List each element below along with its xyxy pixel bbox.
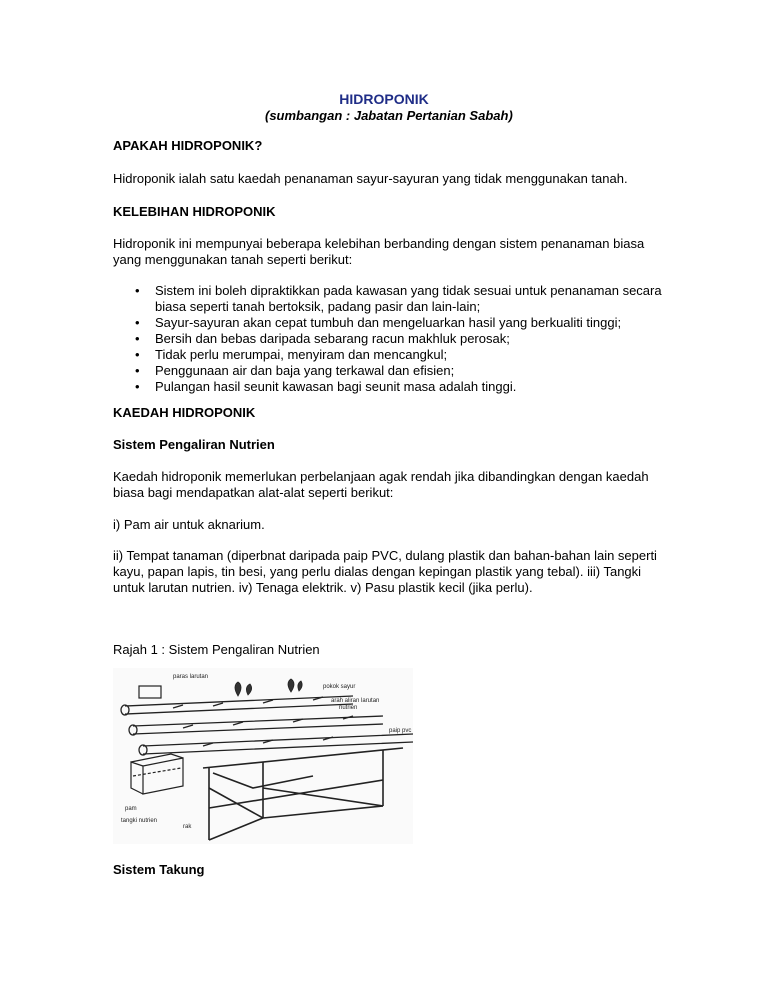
list-item <box>113 283 662 299</box>
list-item-text: Tidak perlu merumpai, menyiram dan mencangkul; <box>155 347 448 362</box>
paragraph-tempat-line3: untuk larutan nutrien. iv) Tenaga elektrik. v) Pasu plastik kecil (jika perlu). <box>113 580 533 595</box>
list-item <box>113 379 662 395</box>
list-item-text: Pulangan hasil seunit kawasan bagi seunit masa adalah tinggi. <box>155 379 517 394</box>
paragraph-tempat-line1: ii) Tempat tanaman (diperbnat daripada paip PVC, dulang plastik dan bahan-bahan lain seperti <box>113 548 657 563</box>
label-tangki: tangki nutrien <box>121 818 158 824</box>
bullet-icon: • <box>135 363 140 378</box>
heading-apakah: APAKAH HIDROPONIK? <box>113 138 263 153</box>
list-item-text: Bersih dan bebas daripada sebarang racun makhluk perosak; <box>155 331 510 346</box>
document-title <box>0 91 768 107</box>
paragraph-apakah: Hidroponik ialah satu kaedah penanaman sayur-sayuran yang tidak menggunakan tanah. <box>113 171 628 186</box>
list-item-continuation <box>113 299 662 315</box>
heading-sistem-pengaliran: Sistem Pengaliran Nutrien <box>113 437 275 452</box>
advantages-list <box>113 283 662 395</box>
document-title-text: HIDROPONIK <box>339 91 429 107</box>
label-rak: rak <box>183 824 192 830</box>
document-subtitle: (sumbangan : Jabatan Pertanian Sabah) <box>265 108 513 123</box>
list-item <box>113 347 662 363</box>
heading-kaedah: KAEDAH HIDROPONIK <box>113 405 256 420</box>
list-item-text: Sistem ini boleh dipraktikkan pada kawasan yang tidak sesuai untuk penanaman secara <box>155 283 662 298</box>
bullet-icon: • <box>135 331 140 346</box>
bullet-icon: • <box>135 315 140 330</box>
label-pam: pam <box>125 806 137 812</box>
paragraph-pam: i) Pam air untuk aknarium. <box>113 517 265 532</box>
list-item <box>113 331 662 347</box>
list-item <box>113 315 662 331</box>
nutrient-flow-diagram <box>113 668 413 844</box>
paragraph-kaedah-line1: Kaedah hidroponik memerlukan perbelanjaan agak rendah jika dibandingkan dengan kaedah <box>113 469 649 484</box>
list-item-text: Sayur-sayuran akan cepat tumbuh dan mengeluarkan hasil yang berkualiti tinggi; <box>155 315 622 330</box>
figure-caption: Rajah 1 : Sistem Pengaliran Nutrien <box>113 642 320 657</box>
bullet-icon: • <box>135 283 140 298</box>
heading-sistem-takung: Sistem Takung <box>113 862 205 877</box>
label-arah-1: arah aliran larutan <box>331 698 380 704</box>
paragraph-tempat-line2: kayu, papan lapis, tin besi, yang perlu dialas dengan kepingan plastik yang tebal). iii) Tangki <box>113 564 642 579</box>
paragraph-kelebihan-line2: yang menggunakan tanah seperti berikut: <box>113 252 353 267</box>
label-arah-2: nutrien <box>339 705 358 711</box>
paragraph-kelebihan-line1: Hidroponik ini mempunyai beberapa kelebihan berbanding dengan sistem penanaman biasa <box>113 236 645 251</box>
label-pokok: pokok sayur <box>323 684 356 690</box>
label-paip: paip pvc <box>389 728 412 734</box>
bullet-icon: • <box>135 347 140 362</box>
list-item-text: Penggunaan air dan baja yang terkawal dan efisien; <box>155 363 455 378</box>
list-item <box>113 363 662 379</box>
bullet-icon: • <box>135 379 140 394</box>
paragraph-kaedah-line2: biasa bagi mendapatkan alat-alat seperti berikut: <box>113 485 394 500</box>
heading-kelebihan: KELEBIHAN HIDROPONIK <box>113 204 276 219</box>
list-item-text: biasa seperti tanah bertoksik, padang pasir dan lain-lain; <box>155 299 481 314</box>
label-paras: paras larutan <box>173 674 209 680</box>
